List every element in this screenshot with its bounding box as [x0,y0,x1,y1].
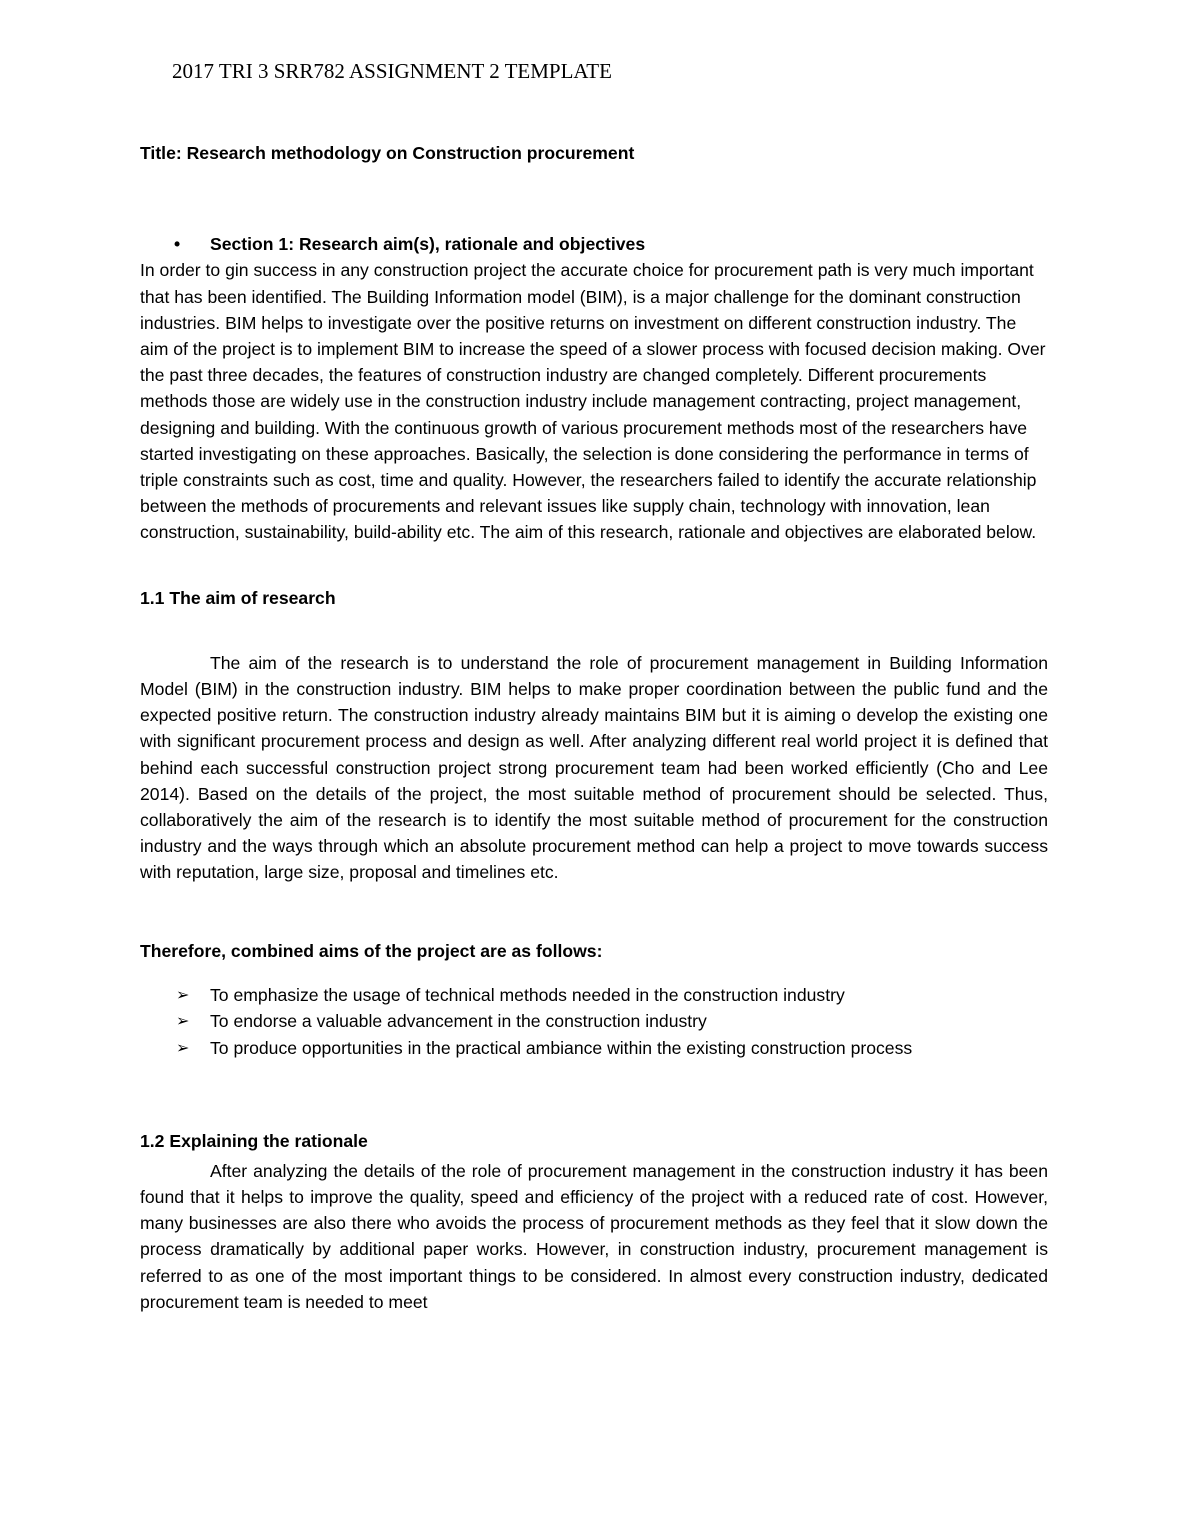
aim-list-item [140,982,1048,1009]
aim-list-item-text: To endorse a valuable advancement in the construction industry [210,1011,707,1032]
section-1-heading [140,231,1048,257]
bullet-icon: • [174,234,181,255]
section-1-intro-paragraph: In order to gin success in any construction project the accurate choice for procurement path is very much important that has been identified. The Building Information model (BIM), is a major challenge for the dominant construction industries. BIM helps to investigate over the positive returns on investment on different construction industry. The aim of the project is to implement BIM to increase the speed of a slower process with focused decision making. Over the past three decades, the features of construction industry are changed completely. Different procurements methods those are widely use in the construction industry include management contracting, project management, designing and building. With the continuous growth of various procurement methods most of the researchers have started investigating on these approaches. Basically, the selection is done considering the performance in terms of triple constraints such as cost, time and quality. However, the researchers failed to identify the accurate relationship between the methods of procurements and relevant issues like supply chain, technology with innovation, lean construction, sustainability, build-ability etc. The aim of this research, rationale and objectives are elaborated below. [140,260,1046,543]
aim-paragraph-text-1: The aim of the research is to understand the role of procurement management in Building Information Model (BIM) in the construction industry. BIM helps to make proper coordination between the public fund and the expected positive return. The construction industry already maintains BIM but it is aiming o develop the existing one with significant procurement process and design as well. After analyzing different real world project it is defined that behind each successful construction project strong procurement team had been worked efficiently [140,652,1048,778]
aim-list-item-text: To emphasize the usage of technical methods needed in the construction industry [210,984,845,1005]
arrow-bullet-icon: ➢ [176,1011,190,1031]
aim-paragraph-text-2: . Based on the details of the project, the most suitable method of procurement should be selected. Thus, collaboratively the aim of the research is to identify the most suitable method of procurement for the construction industry and the ways through which an absolute procurement method can help a project to move towards success with reputation, large size, proposal and timelines etc. [140,783,1048,883]
section-1-heading-text: Section 1: Research aim(s), rationale and objectives [210,234,646,255]
document-title: Title: Research methodology on Construction procurement [140,143,635,163]
rationale-paragraph: After analyzing the details of the role of procurement management in the construction industry it has been found that it helps to improve the quality, speed and efficiency of the project with a reduced rate of cost. However, many businesses are also there who avoids the process of procurement methods as they feel that it slow down the process dramatically by additional paper works. However, in construction industry, procurement management is referred to as one of the most important things to be considered. In almost every construction industry, dedicated procurement team is needed to meet [140,1160,1048,1312]
combined-aims-heading: Therefore, combined aims of the project are as follows: [140,940,603,961]
combined-aims-list [140,982,1048,1062]
arrow-bullet-icon: ➢ [176,1038,190,1058]
citation: (Cho and Lee 2014) [140,757,1049,804]
document-body [140,140,1048,1315]
aim-paragraph [140,650,1048,886]
page-header: 2017 TRI 3 SRR782 ASSIGNMENT 2 TEMPLATE [172,59,612,83]
aim-list-item [140,1008,1048,1035]
aim-list-item-text: To produce opportunities in the practical ambiance within the existing construction process [210,1038,913,1059]
arrow-bullet-icon: ➢ [176,984,190,1004]
rationale-heading: 1.2 Explaining the rationale [140,1130,368,1151]
aim-heading: 1.1 The aim of research [140,587,336,608]
aim-list-item [140,1035,1048,1062]
